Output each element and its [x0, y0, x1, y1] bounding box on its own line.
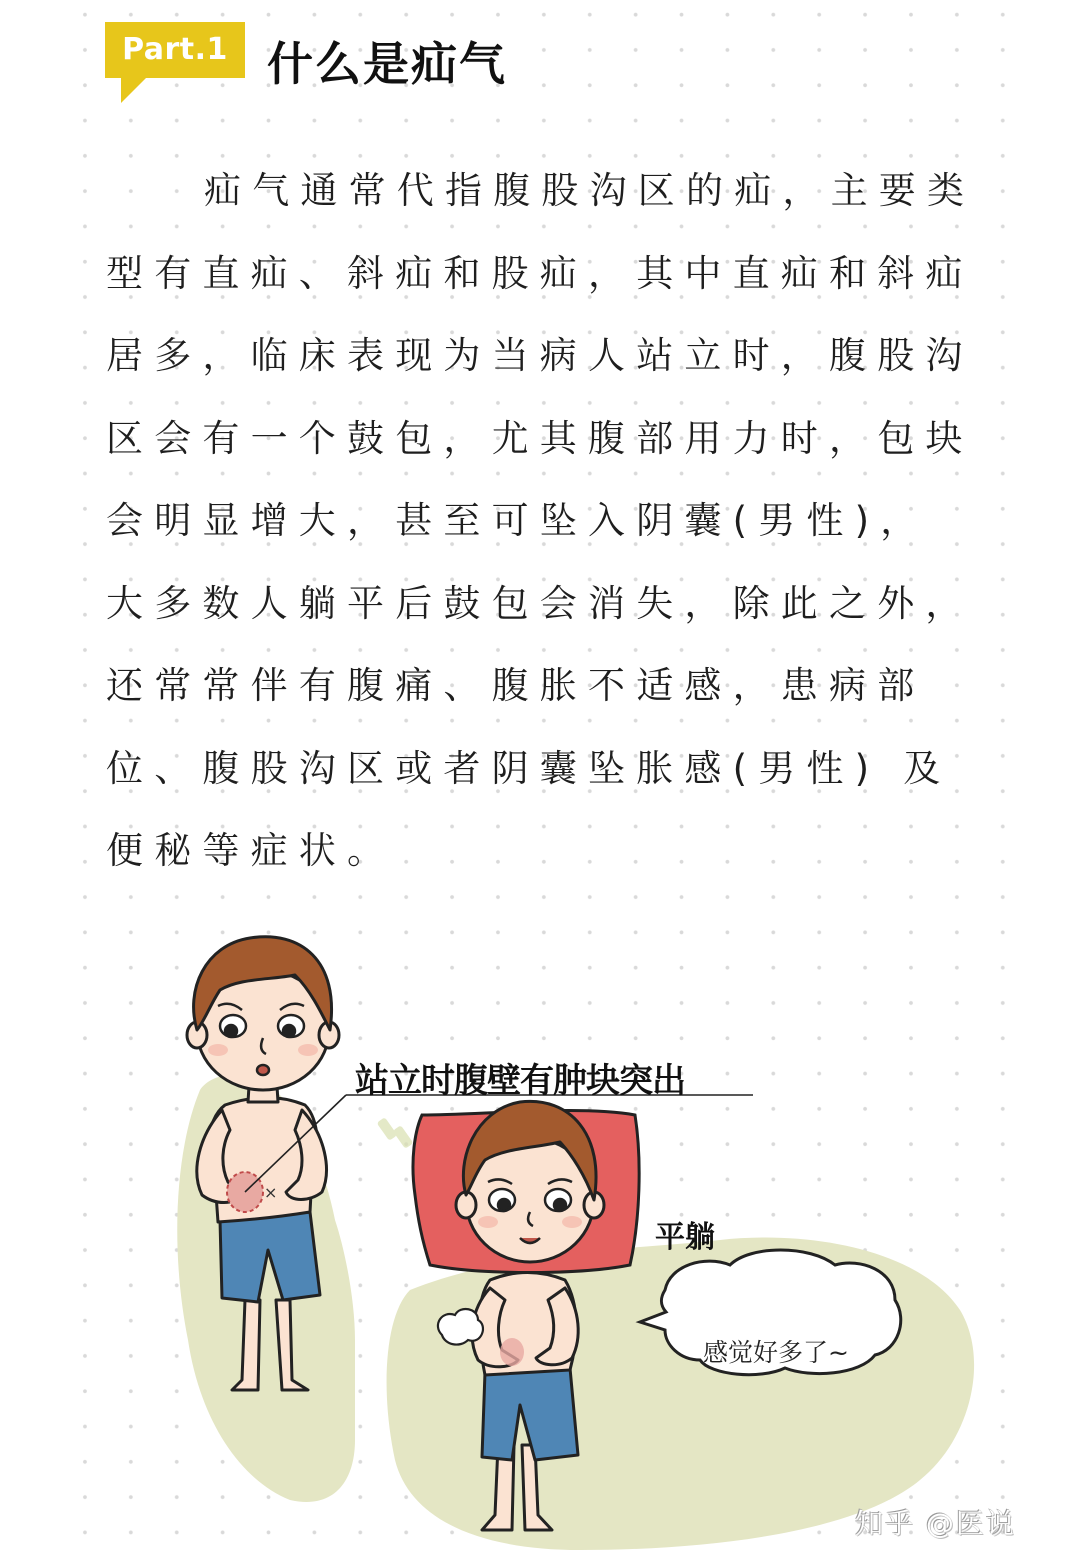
paragraph-line: 便秘等症状。	[106, 829, 396, 872]
paragraph-line: 还常常伴有腹痛、腹胀不适感，患病部	[106, 664, 926, 707]
speech-bubble-text: 感觉好多了~	[703, 1338, 849, 1367]
zhihu-watermark: 知乎 @医说	[855, 1507, 1016, 1540]
part-badge: Part.1	[105, 22, 245, 78]
svg-text:×: ×	[264, 1183, 278, 1202]
paragraph-line: 会明显增大，甚至可坠入阴囊(男性)，	[106, 499, 929, 542]
cartoon-svg	[160, 920, 1040, 1562]
paragraph-line: 型有直疝、斜疝和股疝，其中直疝和斜疝	[106, 251, 974, 295]
paragraph-line: 大多数人躺平后鼓包会消失，除此之外，	[106, 581, 974, 625]
paragraph-line: 位、腹股沟区或者阴囊坠胀感(男性) 及	[106, 746, 952, 790]
sigh-puff	[438, 1309, 483, 1345]
section-title: 什么是疝气	[267, 37, 507, 91]
badge-speech-tail	[121, 77, 147, 103]
article-paragraph	[106, 150, 986, 893]
standing-caption: 站立时腹壁有肿块突出	[355, 1061, 685, 1101]
paragraph-line: 居多，临床表现为当病人站立时，腹股沟	[106, 334, 974, 377]
paragraph-line: 疝气通常代指腹股沟区的疝，主要类	[204, 169, 976, 212]
page-margin-left	[0, 0, 70, 1562]
hernia-illustration	[160, 920, 1040, 1562]
paragraph-line: 区会有一个鼓包，尤其腹部用力时，包块	[106, 416, 974, 460]
lying-caption: 平躺	[655, 1220, 715, 1255]
